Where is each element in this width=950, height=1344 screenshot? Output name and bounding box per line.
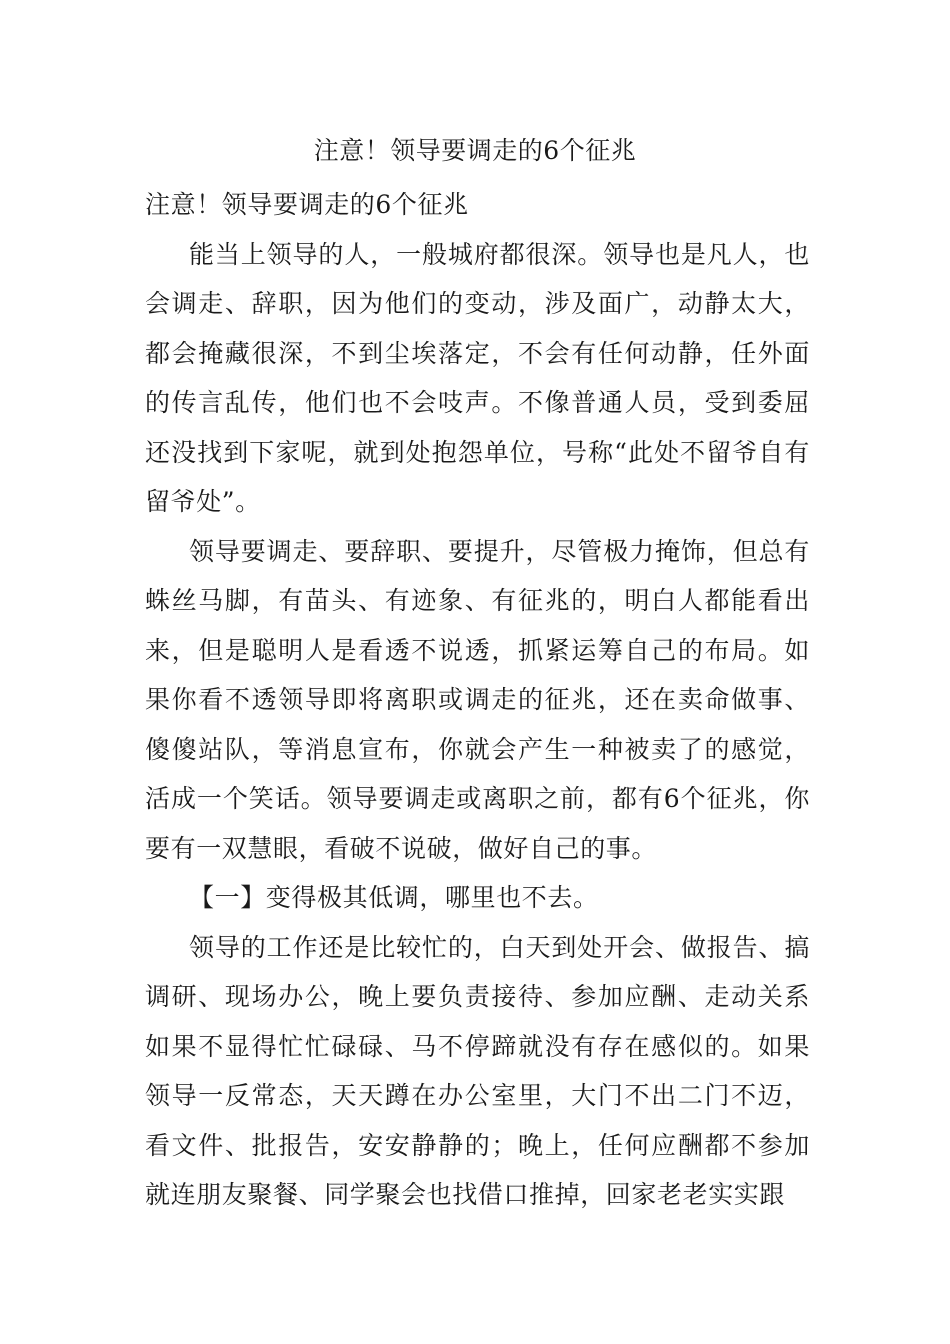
paragraph-intro: 能当上领导的人，一般城府都很深。领导也是凡人，也会调走、辞职，因为他们的变动，涉及面广，动静太大，都会掩藏很深，不到尘埃落定，不会有任何动静，任外面的传言乱传，他们也不会吱声。不像普通人员，受到委屈还没找到下家呢，就到处抱怨单位，号称“此处不留爷自有留爷处”。 (145, 239, 810, 516)
section-heading-one: 【一】变得极其低调，哪里也不去。 (189, 883, 599, 912)
document-subtitle: 注意！领导要调走的6个征兆 (145, 190, 469, 219)
document-title: 注意！领导要调走的6个征兆 (313, 136, 637, 165)
document-body (145, 180, 810, 1220)
paragraph-section-one: 领导的工作还是比较忙的，白天到处开会、做报告、搞调研、现场办公，晚上要负责接待、参加应酬、走动关系如果不显得忙忙碌碌、马不停蹄就没有存在感似的。如果领导一反常态，天天蹲在办公室里，大门不出二门不迈，看文件、批报告，安安静静的；晚上，任何应酬都不参加就连朋友聚餐、同学聚会也找借口推掉，回家老老实实跟 (145, 932, 810, 1209)
paragraph-signs: 领导要调走、要辞职、要提升，尽管极力掩饰，但总有蛛丝马脚，有苗头、有迹象、有征兆的，明白人都能看出来，但是聪明人是看透不说透，抓紧运筹自己的布局。如果你看不透领导即将离职或调走的征兆，还在卖命做事、傻傻站队，等消息宣布，你就会产生一种被卖了的感觉，活成一个笑话。领导要调走或离职之前，都有6个征兆，你要有一双慧眼，看破不说破，做好自己的事。 (145, 536, 810, 863)
